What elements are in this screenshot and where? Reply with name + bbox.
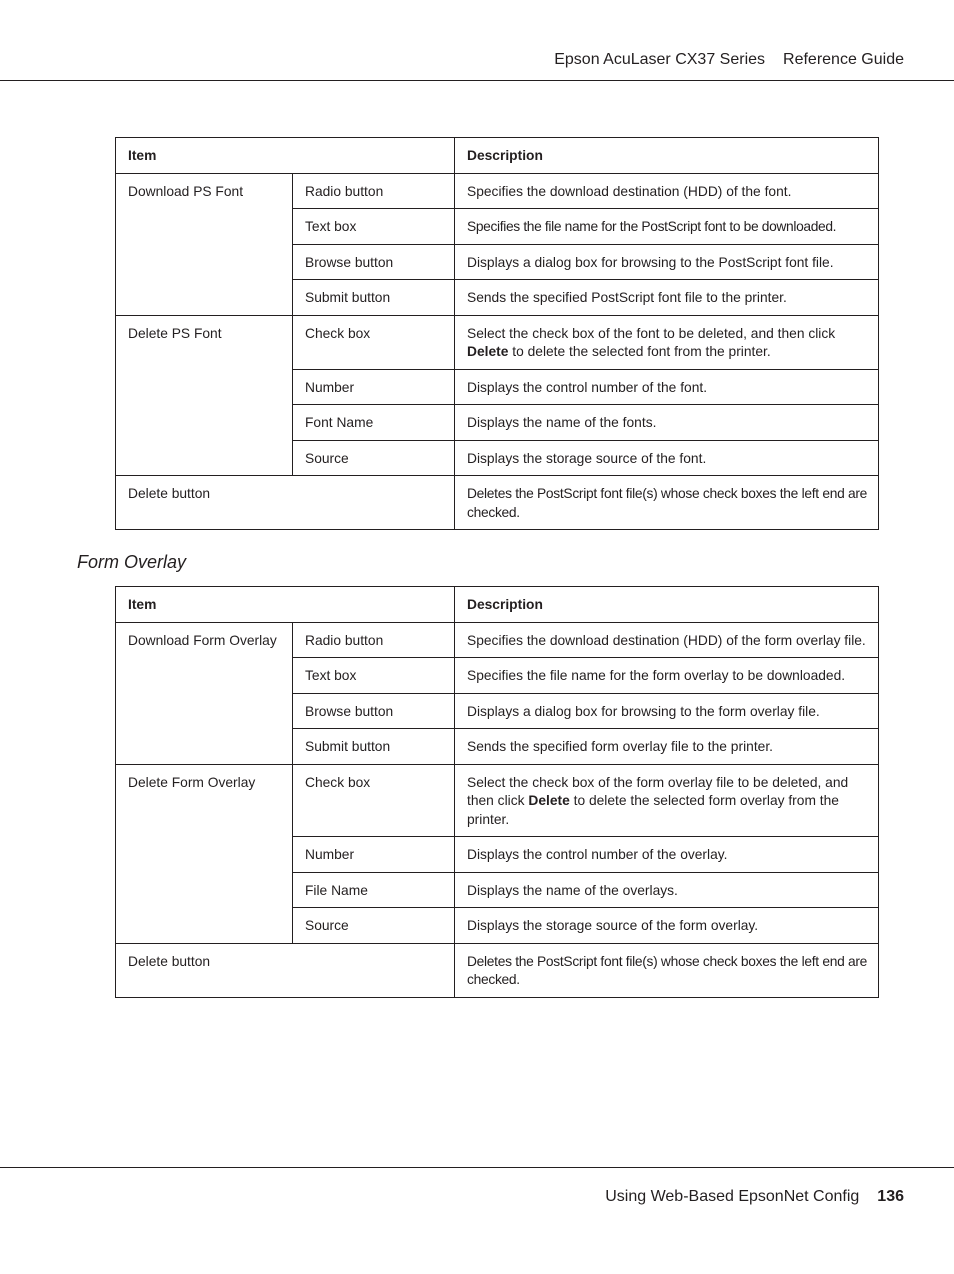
header-product: Epson AcuLaser CX37 Series [554, 51, 766, 68]
header-guide: Reference Guide [783, 51, 904, 68]
description: Sends the specified PostScript font file to the printer. [455, 280, 879, 316]
item-delete-form-overlay: Delete Form Overlay [116, 764, 293, 943]
description [455, 315, 879, 369]
page-number: 136 [877, 1188, 904, 1205]
description: Sends the specified form overlay file to the printer. [455, 729, 879, 765]
sub-item: Browse button [293, 244, 455, 280]
item-download-form-overlay: Download Form Overlay [116, 622, 293, 764]
sub-item: Check box [293, 315, 455, 369]
description: Displays the storage source of the font. [455, 440, 879, 476]
description: Specifies the file name for the PostScript font to be downloaded. [455, 209, 879, 245]
sub-item: Number [293, 369, 455, 405]
sub-item: Text box [293, 209, 455, 245]
header-description: Description [455, 138, 879, 174]
sub-item: Browse button [293, 693, 455, 729]
page-footer [0, 1167, 954, 1205]
item-delete-button: Delete button [116, 943, 455, 997]
ps-font-table [115, 137, 879, 530]
page-header [0, 0, 954, 81]
table-row [116, 476, 879, 530]
table-row [116, 622, 879, 658]
description: Displays the storage source of the form overlay. [455, 908, 879, 944]
table-header-row [116, 587, 879, 623]
sub-item: Text box [293, 658, 455, 694]
footer-chapter: Using Web-Based EpsonNet Config [605, 1188, 860, 1205]
sub-item: Submit button [293, 280, 455, 316]
table-header-row [116, 138, 879, 174]
table-row [116, 943, 879, 997]
header-item: Item [116, 587, 455, 623]
description: Specifies the download destination (HDD) of the form overlay file. [455, 622, 879, 658]
description: Displays the control number of the font. [455, 369, 879, 405]
description: Deletes the PostScript font file(s) whose check boxes the left end are checked. [455, 476, 879, 530]
description: Specifies the download destination (HDD) of the font. [455, 173, 879, 209]
desc-text: Select the check box of the form overlay file to be deleted, and then click [467, 774, 849, 808]
description: Displays a dialog box for browsing to the form overlay file. [455, 693, 879, 729]
description: Displays the name of the fonts. [455, 405, 879, 441]
sub-item: Radio button [293, 622, 455, 658]
sub-item: Source [293, 440, 455, 476]
item-download-ps-font: Download PS Font [116, 173, 293, 315]
description: Deletes the PostScript font file(s) whose check boxes the left end are checked. [455, 943, 879, 997]
sub-item: Font Name [293, 405, 455, 441]
header-description: Description [455, 587, 879, 623]
section-title: Form Overlay [77, 552, 187, 572]
table-row [116, 764, 879, 837]
table-row [116, 173, 879, 209]
delete-keyword: Delete [528, 793, 570, 808]
description: Displays the control number of the overlay. [455, 837, 879, 873]
table-row [116, 315, 879, 369]
item-delete-ps-font: Delete PS Font [116, 315, 293, 476]
desc-text: to delete the selected form overlay from the printer. [467, 793, 839, 827]
sub-item: Number [293, 837, 455, 873]
description [455, 764, 879, 837]
sub-item: Check box [293, 764, 455, 837]
description: Displays the name of the overlays. [455, 872, 879, 908]
header-text [554, 51, 904, 69]
form-overlay-table [115, 586, 879, 998]
description: Specifies the file name for the form overlay to be downloaded. [455, 658, 879, 694]
description: Displays a dialog box for browsing to the PostScript font file. [455, 244, 879, 280]
item-delete-button: Delete button [116, 476, 455, 530]
header-item: Item [116, 138, 455, 174]
sub-item: File Name [293, 872, 455, 908]
footer-text [605, 1188, 904, 1206]
desc-text: to delete the selected font from the printer. [508, 344, 771, 359]
sub-item: Radio button [293, 173, 455, 209]
delete-keyword: Delete [467, 344, 509, 359]
desc-text: Select the check box of the font to be deleted, and then click [467, 325, 836, 341]
sub-item: Submit button [293, 729, 455, 765]
sub-item: Source [293, 908, 455, 944]
